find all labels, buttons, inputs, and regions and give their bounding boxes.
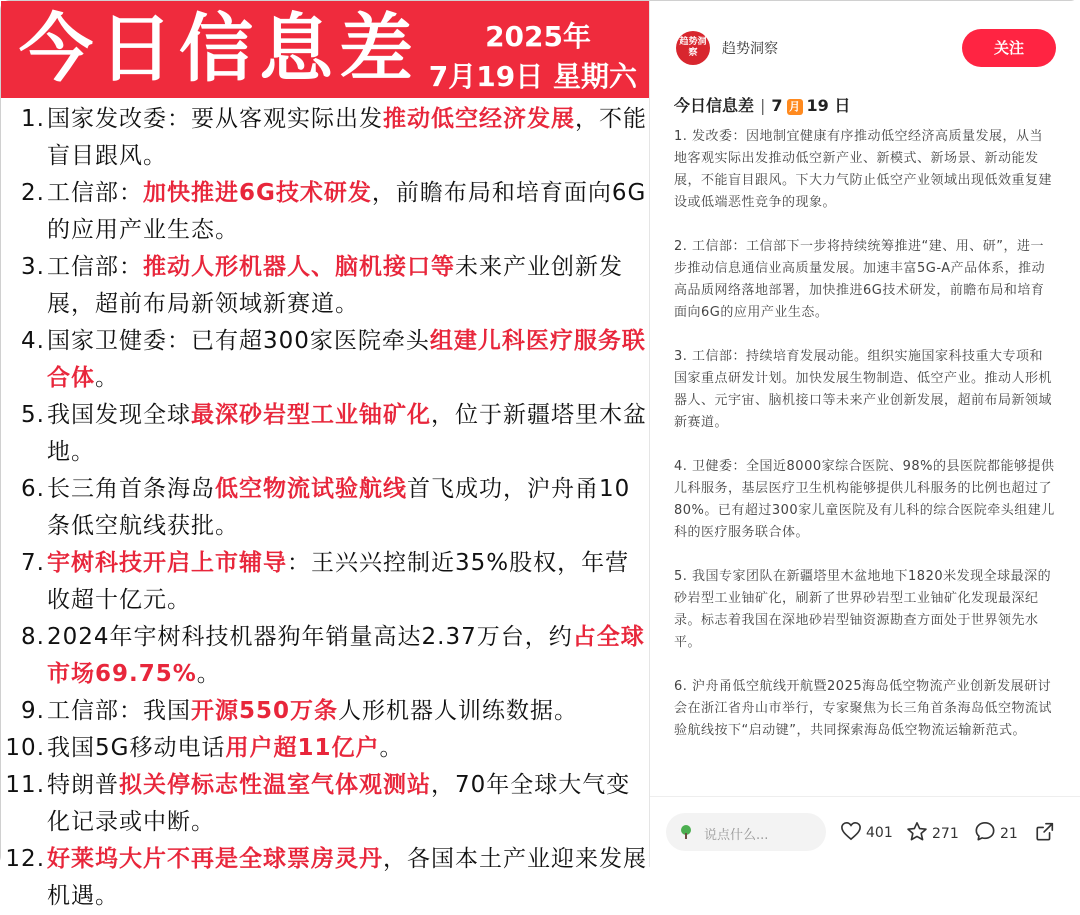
news-highlight: 开源550万条: [191, 698, 339, 724]
news-highlight: 宇树科技开启上市辅导: [47, 550, 287, 576]
comment-button[interactable]: [974, 821, 1018, 842]
news-text: 我国发现全球: [47, 402, 191, 428]
heart-icon: [840, 821, 862, 841]
post-paragraph: 1. 发改委：因地制宜健康有序推动低空经济高质量发展，从当地客观实际出发推动低空新产业、新模式、新场景、新动能发展，不能盲目跟风。下大力气防止低空产业领域出现低效重复建设或低端恶性竞争的现象。: [674, 129, 1053, 210]
follow-button[interactable]: 关注: [962, 29, 1056, 67]
news-text: ，前瞻布局和培育面向6G的应用产业生态。: [47, 180, 647, 243]
banner-year: 2025年: [485, 20, 591, 53]
news-text: 特朗普: [47, 772, 119, 798]
post-paragraph: 5. 我国专家团队在新疆塔里木盆地地下1820米发现全球最深的砂岩型工业铀矿化，刷新了世界砂岩型工业铀矿化发现最深纪录。标志着我国在深地砂岩型铀资源勘查方面处于世界领先水平。: [674, 569, 1052, 650]
news-item-number: 4.: [21, 328, 45, 354]
title-banner: [1, 1, 649, 98]
post-paragraph: 6. 沪舟甬低空航线开航暨2025海岛低空物流产业创新发展研讨会在浙江省舟山市举行，专家聚焦为长三角首条海岛低空物流试验航线按下“启动键”，共同探索海岛低空物流运输新范式。: [674, 679, 1053, 738]
post-paragraph: 3. 工信部：持续培育发展动能。组织实施国家科技重大专项和国家重点研发计划。加快发展生物制造、低空产业。推动人形机器人、元宇宙、脑机接口等未来产业创新发展，超前布局新领域新赛道。: [674, 349, 1053, 430]
post-image-card[interactable]: [1, 1, 649, 909]
news-highlight: 推动人形机器人、脑机接口等: [143, 254, 455, 280]
news-item-number: 6.: [21, 476, 45, 502]
news-item: [1, 619, 649, 693]
news-item: [1, 471, 649, 545]
comment-input[interactable]: [666, 813, 826, 851]
banner-title: 今日信息差: [19, 6, 419, 92]
favorite-count: 271: [932, 826, 959, 842]
news-item: [1, 249, 649, 323]
news-text: 首飞成功，沪舟甬10条低空航线获批。: [47, 476, 631, 539]
news-item-number: 12.: [5, 846, 45, 872]
news-text: 。: [196, 661, 221, 687]
comment-icon: [974, 821, 996, 842]
news-highlight: 占全球市场69.75%: [47, 624, 645, 687]
news-text: 人形机器人训练数据。: [338, 698, 579, 724]
news-highlight: 推动低空经济发展: [383, 106, 575, 132]
comment-count: 21: [1000, 826, 1018, 842]
news-text: 我国5G移动电话: [47, 735, 226, 761]
post-paragraph: 2. 工信部：工信部下一步将持续统筹推进“建、用、研”，进一步推动信息通信业高质量发展。加速丰富5G-A产品体系，推动高品质网络落地部署，加快推进6G技术研发，前瞻布局和培育面向6G的应用产业生态。: [674, 239, 1046, 320]
news-item-number: 10.: [5, 735, 45, 761]
news-item-number: 3.: [21, 254, 45, 280]
news-highlight: 好莱坞大片不再是全球票房灵丹: [47, 846, 383, 872]
tree-icon: [678, 824, 694, 840]
news-item: [1, 323, 649, 397]
news-item: [1, 841, 649, 915]
post-body: [674, 126, 1056, 794]
author-name[interactable]: 趋势洞察: [722, 41, 778, 57]
news-item: [1, 545, 649, 619]
comment-placeholder: 说点什么...: [704, 828, 769, 843]
news-item-number: 11.: [5, 772, 45, 798]
news-text: 工信部：: [47, 180, 143, 206]
favorite-button[interactable]: [906, 821, 959, 842]
share-button[interactable]: [1034, 821, 1060, 842]
news-text: ，70年全球大气变化记录或中断。: [47, 772, 631, 835]
news-item: [1, 397, 649, 471]
news-item-number: 9.: [21, 698, 45, 724]
news-highlight: 低空物流试验航线: [215, 476, 407, 502]
news-text: 国家发改委：要从客观实际出发: [47, 106, 383, 132]
title-separator: |: [760, 96, 766, 115]
news-text: 。: [95, 365, 119, 391]
post-paragraph: 4. 卫健委：全国近8000家综合医院、98%的县医院都能够提供儿科服务，基层医疗卫生机构能够提供儿科服务的比例也超过了80%。已有超过300家儿童医院及有儿科的综合医院牵头组建儿科的医疗服务联合体。: [674, 459, 1055, 540]
news-text: ，各国本土产业迎来发展机遇。: [47, 846, 647, 909]
star-icon: [906, 821, 928, 842]
author-header: [650, 1, 1080, 89]
news-item: [1, 730, 649, 767]
news-item: [1, 693, 649, 730]
news-highlight: 加快推进6G技术研发: [143, 180, 372, 206]
banner-date: 7月19日 星期六: [428, 60, 637, 93]
title-month: 7: [771, 96, 783, 115]
news-highlight: 最深砂岩型工业铀矿化: [191, 402, 431, 428]
news-item-number: 5.: [21, 402, 45, 428]
news-text: ，位于新疆塔里木盆地。: [47, 402, 647, 465]
calendar-icon: 月: [787, 99, 803, 115]
news-text: 。: [379, 735, 404, 761]
news-highlight: 组建儿科医疗服务联合体: [47, 328, 646, 391]
news-text: ，不能盲目跟风。: [47, 106, 647, 169]
news-text: 工信部：: [47, 254, 143, 280]
news-list: [1, 101, 649, 915]
engagement-bar: [650, 796, 1080, 868]
title-day: 19 日: [806, 96, 851, 115]
news-text: 长三角首条海岛: [47, 476, 215, 502]
news-highlight: 用户超11亿户: [225, 735, 380, 761]
news-text: 国家卫健委：已有超300家医院牵头: [47, 328, 430, 354]
share-icon: [1034, 821, 1056, 842]
news-item-number: 7.: [21, 550, 45, 576]
news-item-number: 2.: [21, 180, 45, 206]
news-item: [1, 175, 649, 249]
news-item-number: 8.: [21, 624, 45, 650]
news-text: 2024年宇树科技机器狗年销量高达2.37万台，约: [47, 624, 573, 650]
news-item: [1, 101, 649, 175]
post-title-text: 今日信息差: [674, 96, 755, 115]
news-text: 工信部：我国: [47, 698, 191, 724]
post-title: [674, 93, 850, 116]
avatar[interactable]: 趋势洞察: [676, 31, 710, 65]
news-text: 未来产业创新发展，超前布局新领域新赛道。: [47, 254, 623, 317]
post-detail-panel: [649, 1, 1080, 867]
like-button[interactable]: [840, 821, 893, 841]
news-text: ：王兴兴控制近35%股权，年营收超十亿元。: [47, 550, 630, 613]
news-item-number: 1.: [21, 106, 45, 132]
news-item: [1, 767, 649, 841]
like-count: 401: [866, 825, 893, 841]
news-highlight: 拟关停标志性温室气体观测站: [119, 772, 431, 798]
